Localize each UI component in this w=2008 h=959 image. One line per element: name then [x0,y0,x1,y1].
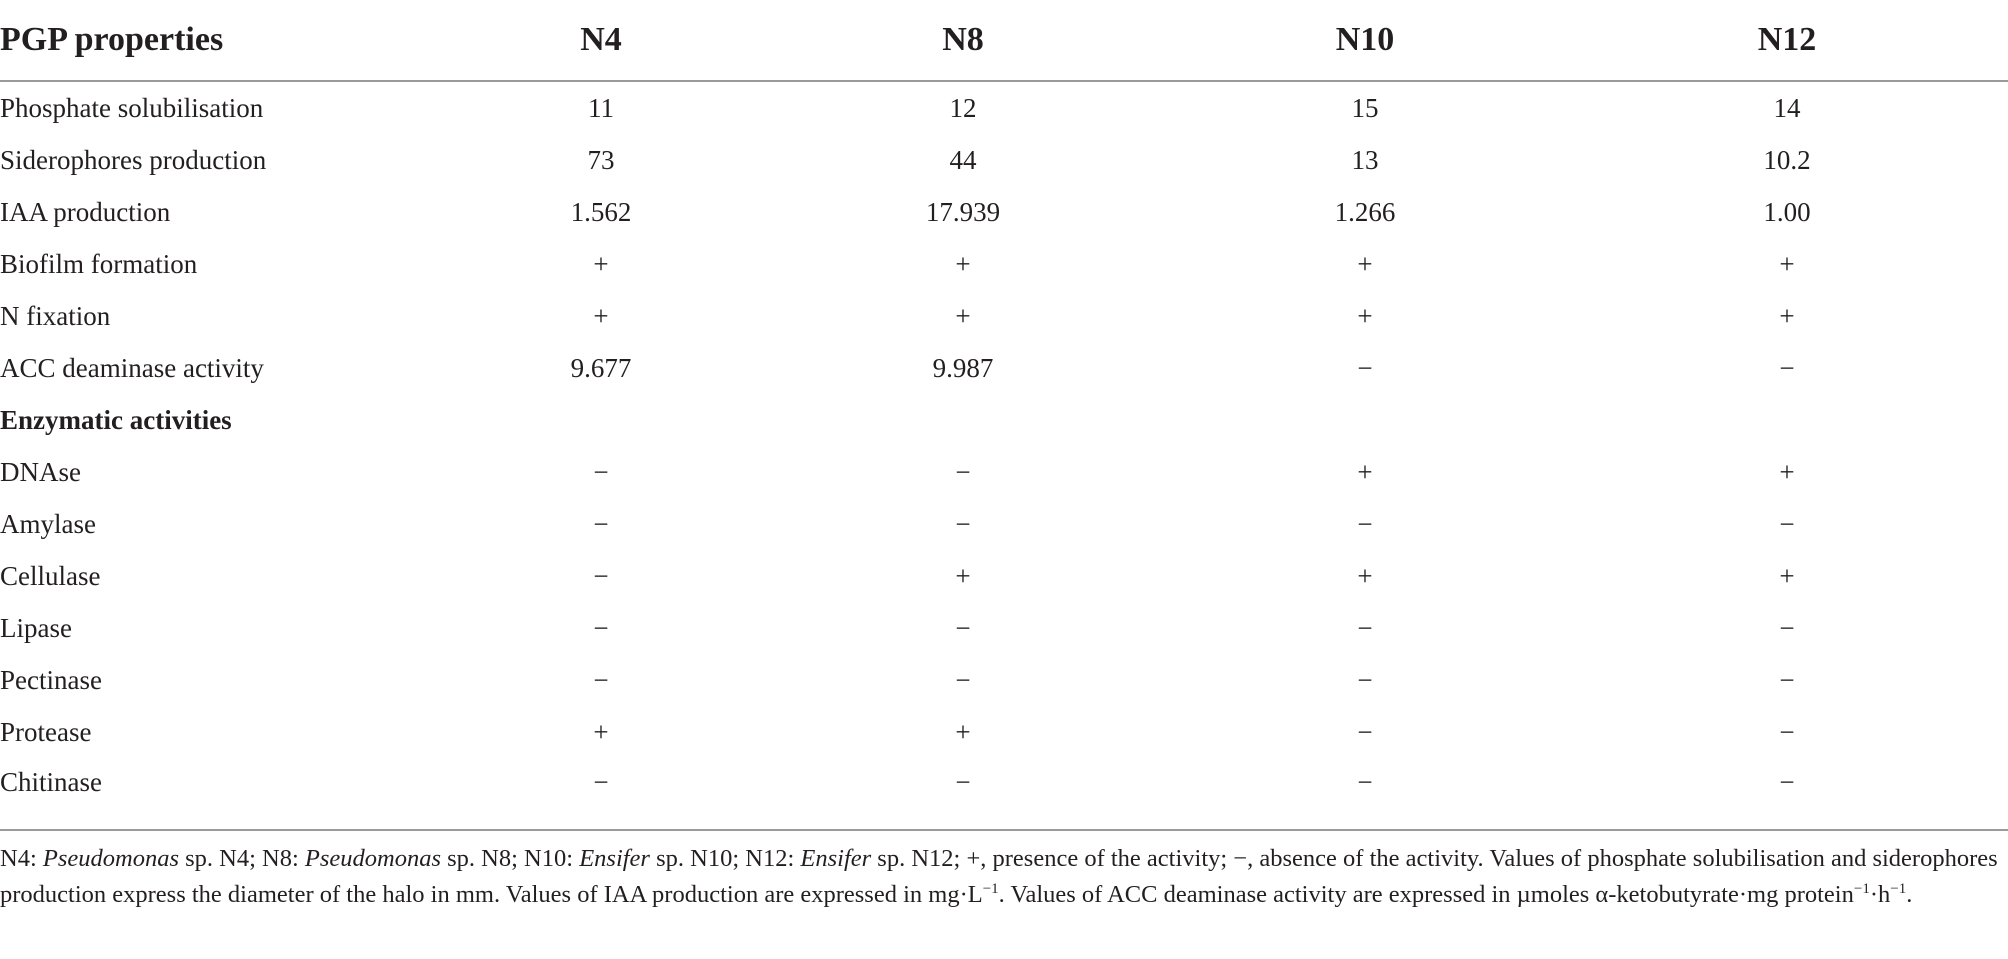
row-label: Cellulase [0,560,101,591]
table-cell: + [955,248,971,279]
footnote-text: . [1906,881,1913,908]
table-cell: − [593,508,609,539]
table-cell: − [1357,766,1373,797]
table-cell: − [1357,508,1373,539]
table-cell: − [1779,508,1795,539]
table-cell: 12 [949,92,977,123]
section-heading: Enzymatic activities [0,404,232,435]
header-n12: N12 [1566,0,2008,81]
table-cell: 1.00 [1763,196,1811,227]
table-cell: + [1779,560,1795,591]
row-label: Chitinase [0,766,102,797]
header-row [0,0,2008,81]
table-cell: − [1779,612,1795,643]
table-row [0,134,2008,186]
header-pgp-properties: PGP properties [0,0,440,81]
table-row [0,446,2008,498]
table-cell: − [1357,664,1373,695]
table-cell: + [955,300,971,331]
row-label: Pectinase [0,664,102,695]
table-row [0,186,2008,238]
table-cell: − [593,664,609,695]
table-cell: − [1779,352,1795,383]
footnote-text: sp. N12; +, presence of the activity; −, absence of the activity. Values of phosphate solubilisation and siderophores production express the diameter of the halo in mm. Values of IAA production are expressed in mg·L [0,845,1998,908]
table-row [0,550,2008,602]
table-cell: − [1779,716,1795,747]
table-row [0,81,2008,134]
table-cell: − [955,664,971,695]
table-row [0,498,2008,550]
footnote-text: ·h [1869,881,1891,908]
table-body [0,81,2008,806]
table-header [0,0,2008,81]
table-cell: − [955,508,971,539]
table-cell: 10.2 [1763,144,1811,175]
table-cell: − [1357,352,1373,383]
table-cell: 44 [949,144,977,175]
footnote-superscript: −1 [1853,880,1870,897]
table-cell: − [1357,716,1373,747]
table-cell: − [593,560,609,591]
table-cell: 1.266 [1334,196,1396,227]
table-cell [1164,394,1566,446]
table-cell: + [593,716,609,747]
footnote-text: sp. N4; N8: [178,845,305,872]
table-row [0,602,2008,654]
row-label: ACC deaminase activity [0,352,264,383]
table-cell: 11 [588,92,614,123]
table-cell: 9.987 [932,352,994,383]
row-label: IAA production [0,196,171,227]
table-row [0,706,2008,758]
footnote-genus: Pseudomonas [42,845,179,872]
table-row [0,654,2008,706]
footnote-text: . Values of ACC deaminase activity are expressed in µmoles α-ketobutyrate·mg protein [998,881,1854,908]
header-n10: N10 [1164,0,1566,81]
footnote-genus: Ensifer [579,845,650,872]
table-footnote [0,841,2006,913]
footnote-text: sp. N10; N12: [649,845,801,872]
table-cell: 17.939 [925,196,1001,227]
header-n8: N8 [762,0,1164,81]
row-label: Amylase [0,508,96,539]
footnote-text: N4: [0,845,43,872]
footnote-superscript: −1 [1890,880,1907,897]
table-cell: 13 [1351,144,1379,175]
table-row [0,290,2008,342]
table-row [0,238,2008,290]
table-cell: − [1357,612,1373,643]
table-cell: − [955,612,971,643]
row-label: Lipase [0,612,72,643]
table-cell [440,394,762,446]
table-cell: + [955,560,971,591]
table-bottom-rule [0,829,2008,831]
table-cell: − [593,456,609,487]
table-cell: − [1779,664,1795,695]
row-label: Siderophores production [0,144,267,175]
table-cell: 73 [587,144,615,175]
table-cell: + [1357,560,1373,591]
table-cell: 9.677 [570,352,632,383]
footnote-text: sp. N8; N10: [441,845,580,872]
table-cell: − [593,612,609,643]
table-cell: + [1779,300,1795,331]
row-label: DNAse [0,456,81,487]
table-cell: + [1357,456,1373,487]
footnote-genus: Ensifer [800,845,872,872]
table-cell: + [955,716,971,747]
table-cell: + [593,300,609,331]
table-cell: − [593,766,609,797]
row-label: Protease [0,716,92,747]
table-cell: + [1779,248,1795,279]
row-label: Phosphate solubilisation [0,92,264,123]
table-cell: + [1779,456,1795,487]
row-label: Biofilm formation [0,248,198,279]
footnote-superscript: −1 [982,880,999,897]
table-row [0,758,2008,806]
table-cell: 14 [1773,92,1801,123]
table-cell: − [955,456,971,487]
table-cell: + [1357,300,1373,331]
header-n4: N4 [440,0,762,81]
table-cell: 1.562 [570,196,632,227]
table-cell [1566,394,2008,446]
table-cell: 15 [1351,92,1379,123]
footnote-genus: Pseudomonas [304,845,442,872]
row-label: N fixation [0,300,111,331]
table-cell: − [1779,766,1795,797]
table-row [0,342,2008,394]
table-cell: + [1357,248,1373,279]
section-row [0,394,2008,446]
table-cell: − [955,766,971,797]
table-cell: + [593,248,609,279]
table-cell [762,394,1164,446]
